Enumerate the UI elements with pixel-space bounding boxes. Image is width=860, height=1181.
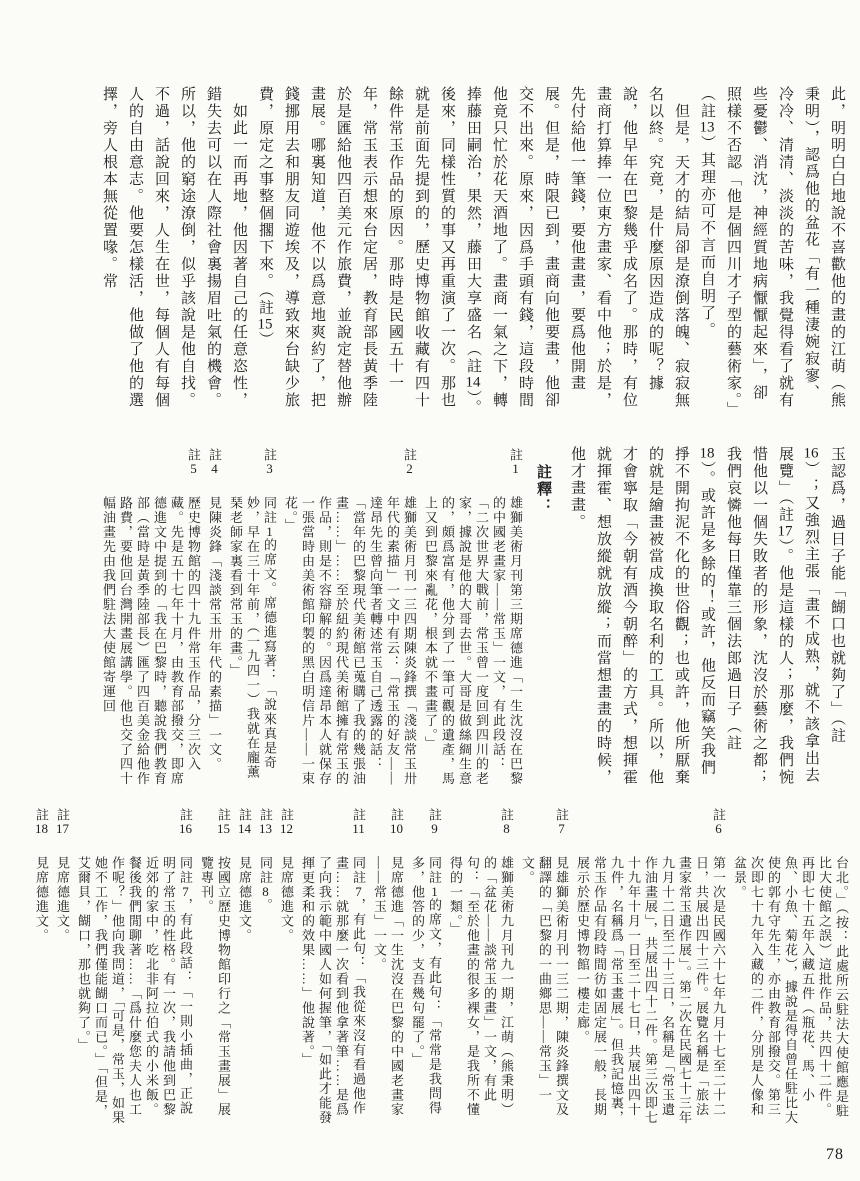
note-label: 註6 <box>711 808 726 835</box>
note-label: 註13 <box>258 808 273 835</box>
note-4 <box>206 446 223 786</box>
note-9 <box>409 806 443 1128</box>
note-body: 見席德進文。 <box>34 856 49 943</box>
article-text-top <box>32 86 850 418</box>
note-label: 註10 <box>389 808 404 835</box>
note-body: 第一次是民國六十七年九月十七至二十二日，共展出四十三件。展覽名稱是「旅法畫家常玉遺作展」。第二次在民國七十三年九月十二日至二十三日，名稱是「常玉遺作油畫展」，共展出四十二件。第三次即七十九年十月一日至二十七日，共展出四十九件，名稱爲「常玉畫展」。但我記憶裏，常玉作品有段時間彷如固定展一般，長期展示於歷史博物館一樓走廊。 <box>575 856 726 1125</box>
note-label: 註14 <box>237 808 252 835</box>
note-body: 見席德進文。 <box>279 856 294 943</box>
note-label: 註17 <box>55 808 70 835</box>
note-label: 註7 <box>554 808 569 835</box>
note-body: 同註7，有此段話：「一則小插曲，正說明了常玉的性格。有一次，我請他到巴黎近郊的家中，吃北非阿拉伯式的小米飯。餐後我們閒聊著……「爲什麼您夫人也工作呢？」他向我問道，「可是，常玉，如果她不工作，我們僅能餬口而已。」「但是，艾爾貝，餬口，那也就夠了。」 <box>76 856 193 1125</box>
note-5 <box>100 446 202 786</box>
notes-section-header: 註釋： <box>535 464 551 515</box>
note-label: 註5 <box>186 448 201 475</box>
notes-bottom <box>32 806 850 1128</box>
note-label: 註15 <box>216 808 231 835</box>
note-12 <box>278 806 295 1128</box>
note-10 <box>371 806 405 1128</box>
note-label: 註3 <box>262 448 277 475</box>
note-body: 雄獅美術九月刊九一期，江萌（熊秉明）的「盆花——談常玉的畫」一文，有此句：「至於他畫的很多裸女，是我所不懂得的一類。」 <box>448 856 514 1117</box>
note-body: 雄獅美術月刊第三期席德進「一生沈沒在巴黎的中國老畫家——常玉」一文，有此段話：「二次世界大戰前，常玉曾一度回到四川的老家，據說是他的大哥去世。大哥是做絲綢生意的，頗爲富有，他分到了一筆可觀的遺產，馬上又到巴黎來亂花，根本就不畫畫了。」 <box>423 496 523 786</box>
note-18 <box>33 806 50 1128</box>
note-label: 註8 <box>499 808 514 835</box>
note-6 <box>574 806 727 1128</box>
note-3 <box>227 446 278 786</box>
note-label: 註18 <box>34 808 49 835</box>
note-body: 同註7，有此句：「我從來沒有看過他作畫……就那麼一次看到他拿著筆……是爲了向我示範中國人如何握筆，「如此才能發揮更柔和的效果……」他說著。」 <box>300 856 366 1125</box>
note-7 <box>519 806 570 1128</box>
article-paragraph: 如此一而再地，他因著自己的任意恣性，錯失去可以在人際社會裏揚眉吐氣的機會。所以，他的窮途潦倒，似乎該說是他自找。不過，話說回來，人生在世，每個人有每個人的自由意志。他要怎樣活，他做了他的選擇，旁人根本無從置喙。常 <box>101 86 247 409</box>
note-body: 雄獅美術月刊一三四期陳炎鋒撰「淺談常玉卅年代的素描」一文中有云：「常玉的好友——達昂先生曾向筆者轉述常玉自己透露的話：「當年的巴黎現代美術館已蒐購了我的幾張油畫……」……至於紐約現代美術館擁有常玉的作品，則是不容辯解的。因爲達昂本人就保存一張當時由美術館印製的黑白明信片——一束花。」 <box>283 496 417 786</box>
note-15 <box>198 806 232 1128</box>
note-13 <box>257 806 274 1128</box>
note-body: 見席德進文。 <box>55 856 70 943</box>
note-2 <box>282 446 418 786</box>
note-body: 歷史博物館的四十九件常玉作品，分三次入藏。先是五十七年十月，由教育部撥交，即席德進文中提到的「我在巴黎時，聽說我們教育部（當時是黃季陸部長）匯了四百美金給他作路費，要他回台灣開畫展講學。他也交了四十幅油畫先由我們駐法大使館寄運回 <box>101 496 201 786</box>
note-body: 按國立歷史博物館印行之「常玉畫展」展覽專刊。 <box>199 856 231 1117</box>
note-body: 見席德進文。 <box>237 856 252 943</box>
note-label: 註16 <box>178 808 193 835</box>
note-17 <box>54 806 71 1128</box>
page-number: 78 <box>826 1146 844 1163</box>
note-label: 註4 <box>207 448 222 475</box>
article-and-notes-middle <box>32 446 850 786</box>
note-1 <box>422 446 524 786</box>
note-label: 註1 <box>508 448 523 475</box>
note-11 <box>299 806 367 1128</box>
note-body: 見雄獅美術月刊一三二期，陳炎鋒撰文及翻譯的「巴黎的一曲鄉思——常玉」一文。 <box>520 856 569 1117</box>
article-paragraph: 此，明明白白地說不喜歡他的畫的江萌（熊秉明），認爲他的盆花「有一種淒婉寂寥、冷冷、清清、淡淡的苦味，我覺得看了就有些憂鬱、消沈，神經質地病懨懨起來」，卻照樣不否認「他是個四川才子型的藝術家。」（註13）其理亦可不言而自明了。 <box>699 86 845 411</box>
note-body: 見席德進「一生沈沒在巴黎的中國老畫家——常玉」一文。 <box>372 856 404 1117</box>
note-label: 註12 <box>279 808 294 835</box>
article-paragraph-continued: 玉認爲，過日子能「餬口也就夠了」（註16）；又強烈主張「畫不成熟，就不該拿出去展覽」（註17）。他是這樣的人；那麼，我們惋惜他以一個失敗者的形象，沈沒於藝術之都；我們哀憐他每日僅靠三個法郎過日子（註18）。或許是多餘的！或許，他反而竊笑我們掙不開拘泥不化的世俗觀；也或許，他所厭棄的就是繪畫被當成換取名利的工具。所以，他才會寧取「今朝有酒今朝醉」的方式，想揮霍就揮霍、想放縱就放縱；而當想畫畫的時候，他才畫畫。 <box>569 446 845 786</box>
note-body: 同註1的席文，有此句：「常常是我問得多，他答的少，支吾幾句罷了。」 <box>410 856 442 1116</box>
note-label: 註11 <box>351 808 366 835</box>
note-14 <box>236 806 253 1128</box>
article-paragraph: 但是，天才的結局卻是潦倒落魄、寂寂無名以終。究竟，是什麼原因造成的呢？據說，他早年在巴黎幾乎成名了。那時，有位畫商打算捧一位東方畫家、看中他；於是，先付給他一筆錢，要他畫畫，要爲他開畫展。但是，時限已到，畫商向他要畫，他卻交不出來。原來，因爲手頭有錢，這段時間他竟只忙於花天酒地了。畫商一氣之下，轉捧藤田嗣治，果然，藤田大享盛名（註14）。後來，同樣性質的事又再重演了一次。那也就是前面先提到的，歷史博物館收藏有四十餘件常玉作品的原因。那時是民國五十一年，常玉表示想來台定居，教育部長黃季陸於是匯給他四百美元作旅費，並說定替他辦畫展。哪裏知道，他不以爲意地爽約了，把錢挪用去和朋友同遊埃及，導致來台缺少旅費，原定之事整個擱下來。（註15） <box>257 86 689 417</box>
note-body: 同註1的席文。席德進寫著：「說來真是奇妙，早在三十年前，（一九四一）我就在龐薰琹老師家裏看到常玉的畫。」 <box>228 496 277 780</box>
note-8 <box>447 806 515 1128</box>
note-5-continuation: 台北。」（按：此處所云駐法大使館應是駐比大使館之誤）這批作品，共四十二件。再即七十五年入藏五件（瓶花、馬、小魚、小魚、菊花），據說是得自曾任駐比大使的郭有守先生，亦由教育部撥交。第三次即七十九年入藏的二件，分別是人像和盆景。 <box>732 856 849 1125</box>
note-label: 註2 <box>402 448 417 475</box>
note-16 <box>75 806 194 1128</box>
note-label: 註9 <box>427 808 442 835</box>
note-body: 見陳炎鋒「淺談常玉卅年代的素描」一文。 <box>207 496 222 772</box>
note-body: 同註8。 <box>258 856 273 913</box>
